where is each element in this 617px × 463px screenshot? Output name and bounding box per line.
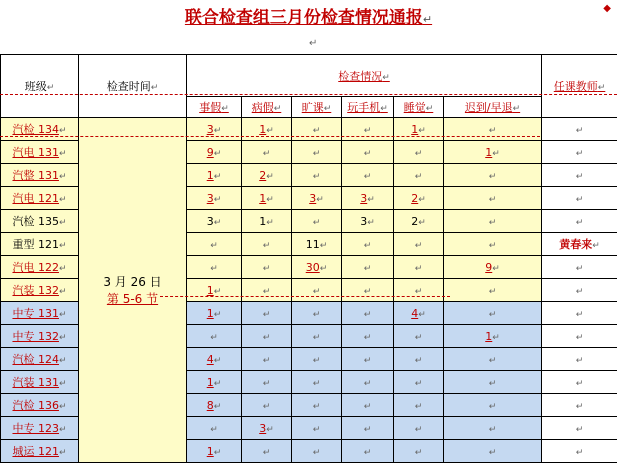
count-cell: 3↵ — [292, 187, 342, 210]
count-cell: 3↵ — [242, 417, 292, 440]
count-cell: ↵ — [187, 233, 242, 256]
count-cell: ↵ — [242, 371, 292, 394]
header-check-situation: 检查情况↵ — [187, 55, 542, 97]
count-cell: 4↵ — [394, 302, 444, 325]
count-cell: ↵ — [292, 279, 342, 302]
count-cell: ↵ — [242, 233, 292, 256]
class-cell: 中专 123↵ — [1, 417, 79, 440]
class-cell: 城运 121↵ — [1, 440, 79, 463]
count-cell: 1↵ — [187, 302, 242, 325]
teacher-cell: ↵ — [542, 440, 617, 463]
inspection-table — [0, 54, 617, 463]
count-cell: 3↵ — [342, 210, 394, 233]
count-cell: ↵ — [444, 210, 542, 233]
count-cell: ↵ — [444, 417, 542, 440]
count-cell: ↵ — [242, 348, 292, 371]
teacher-cell: ↵ — [542, 256, 617, 279]
count-cell: 1↵ — [187, 279, 242, 302]
teacher-cell: ↵ — [542, 325, 617, 348]
count-cell: 11↵ — [292, 233, 342, 256]
teacher-cell: ↵ — [542, 417, 617, 440]
class-cell: 汽整 131↵ — [1, 164, 79, 187]
teacher-cell: ↵ — [542, 371, 617, 394]
paragraph-mark-icon: ↵ — [423, 13, 432, 26]
count-cell: 3↵ — [187, 187, 242, 210]
teacher-cell: ↵ — [542, 187, 617, 210]
class-cell: 汽装 132↵ — [1, 279, 79, 302]
count-cell: ↵ — [394, 279, 444, 302]
teacher-cell: 黄春来↵ — [542, 233, 617, 256]
teacher-cell: ↵ — [542, 164, 617, 187]
count-cell: ↵ — [292, 302, 342, 325]
count-cell: ↵ — [242, 279, 292, 302]
class-cell: 汽检 134↵ — [1, 118, 79, 141]
count-cell: ↵ — [342, 394, 394, 417]
count-cell: 2↵ — [394, 187, 444, 210]
class-cell: 汽电 121↵ — [1, 187, 79, 210]
count-cell: ↵ — [394, 325, 444, 348]
class-cell: 汽电 131↵ — [1, 141, 79, 164]
count-cell: ↵ — [394, 440, 444, 463]
count-cell: ↵ — [444, 187, 542, 210]
count-cell: 1↵ — [242, 118, 292, 141]
class-cell: 中专 132↵ — [1, 325, 79, 348]
column-header: 迟到/早退↵ — [444, 97, 542, 118]
count-cell: ↵ — [242, 440, 292, 463]
class-cell: 汽检 124↵ — [1, 348, 79, 371]
count-cell: ↵ — [292, 325, 342, 348]
count-cell: ↵ — [242, 325, 292, 348]
class-cell: 汽检 135↵ — [1, 210, 79, 233]
teacher-cell: ↵ — [542, 118, 617, 141]
count-cell: ↵ — [292, 118, 342, 141]
class-cell: 汽装 131↵ — [1, 371, 79, 394]
count-cell: ↵ — [292, 348, 342, 371]
count-cell: ↵ — [444, 279, 542, 302]
teacher-cell: ↵ — [542, 348, 617, 371]
count-cell: ↵ — [187, 417, 242, 440]
count-cell: ↵ — [342, 141, 394, 164]
count-cell: ↵ — [444, 164, 542, 187]
count-cell: ↵ — [342, 325, 394, 348]
count-cell: 1↵ — [242, 210, 292, 233]
column-header: 旷课↵ — [292, 97, 342, 118]
count-cell: 30↵ — [292, 256, 342, 279]
count-cell: 1↵ — [444, 141, 542, 164]
count-cell: 9↵ — [444, 256, 542, 279]
count-cell: ↵ — [444, 394, 542, 417]
teacher-cell: ↵ — [542, 394, 617, 417]
title-text: 联合检查组三月份检查情况通报 — [185, 8, 423, 28]
count-cell: ↵ — [187, 256, 242, 279]
revision-dashed-line — [160, 296, 450, 297]
count-cell: 3↵ — [342, 187, 394, 210]
count-cell: ↵ — [342, 440, 394, 463]
count-cell: 3↵ — [187, 118, 242, 141]
teacher-cell: ↵ — [542, 210, 617, 233]
count-cell: ↵ — [394, 233, 444, 256]
count-cell: ↵ — [342, 371, 394, 394]
count-cell: ↵ — [292, 394, 342, 417]
count-cell: 1↵ — [242, 187, 292, 210]
header-teacher: 任课教师↵ — [542, 55, 617, 118]
count-cell: ↵ — [242, 394, 292, 417]
count-cell: ↵ — [342, 233, 394, 256]
count-cell: ↵ — [292, 371, 342, 394]
count-cell: ↵ — [292, 417, 342, 440]
count-cell: 8↵ — [187, 394, 242, 417]
count-cell: 1↵ — [394, 118, 444, 141]
count-cell: ↵ — [342, 118, 394, 141]
count-cell: ↵ — [444, 118, 542, 141]
header-class: 班级↵ — [1, 55, 79, 118]
column-header: 玩手机↵ — [342, 97, 394, 118]
count-cell: ↵ — [444, 302, 542, 325]
count-cell: ↵ — [444, 440, 542, 463]
count-cell: ↵ — [242, 302, 292, 325]
revision-dashed-line — [0, 136, 540, 137]
column-header: 睡觉↵ — [394, 97, 444, 118]
count-cell: ↵ — [444, 233, 542, 256]
count-cell: 2↵ — [242, 164, 292, 187]
count-cell: ↵ — [342, 164, 394, 187]
count-cell: 1↵ — [187, 440, 242, 463]
revision-dashed-line — [0, 94, 617, 95]
count-cell: ↵ — [342, 279, 394, 302]
count-cell: ↵ — [242, 256, 292, 279]
count-cell: ↵ — [394, 141, 444, 164]
count-cell: ↵ — [187, 325, 242, 348]
count-cell: ↵ — [444, 348, 542, 371]
teacher-cell: ↵ — [542, 279, 617, 302]
count-cell: ↵ — [394, 256, 444, 279]
teacher-cell: ↵ — [542, 302, 617, 325]
column-header: 病假↵ — [242, 97, 292, 118]
teacher-cell: ↵ — [542, 141, 617, 164]
count-cell: ↵ — [394, 371, 444, 394]
count-cell: 9↵ — [187, 141, 242, 164]
check-time-cell: 3 月 26 日 第 5-6 节 — [79, 118, 187, 463]
class-cell: 汽电 122↵ — [1, 256, 79, 279]
count-cell: ↵ — [394, 348, 444, 371]
class-cell: 汽检 136↵ — [1, 394, 79, 417]
count-cell: 1↵ — [187, 371, 242, 394]
count-cell: 1↵ — [187, 164, 242, 187]
count-cell: ↵ — [342, 417, 394, 440]
header-check-time: 检查时间↵ — [79, 55, 187, 118]
count-cell: ↵ — [292, 164, 342, 187]
count-cell: ↵ — [394, 417, 444, 440]
count-cell: ↵ — [242, 141, 292, 164]
count-cell: ↵ — [342, 256, 394, 279]
count-cell: 1↵ — [444, 325, 542, 348]
count-cell: ↵ — [292, 440, 342, 463]
class-cell: 重型 121↵ — [1, 233, 79, 256]
column-header: 事假↵ — [187, 97, 242, 118]
count-cell: 3↵ — [187, 210, 242, 233]
count-cell: ↵ — [394, 164, 444, 187]
paragraph-mark-icon: ↵ — [309, 38, 317, 49]
count-cell: ↵ — [444, 371, 542, 394]
count-cell: ↵ — [342, 302, 394, 325]
count-cell: ↵ — [292, 141, 342, 164]
table-row — [1, 118, 617, 141]
revision-marker-icon: ◆ — [603, 3, 611, 14]
count-cell: ↵ — [394, 394, 444, 417]
count-cell: ↵ — [342, 348, 394, 371]
count-cell: 2↵ — [394, 210, 444, 233]
document-title — [0, 3, 617, 28]
class-cell: 中专 131↵ — [1, 302, 79, 325]
count-cell: 4↵ — [187, 348, 242, 371]
count-cell: ↵ — [292, 210, 342, 233]
